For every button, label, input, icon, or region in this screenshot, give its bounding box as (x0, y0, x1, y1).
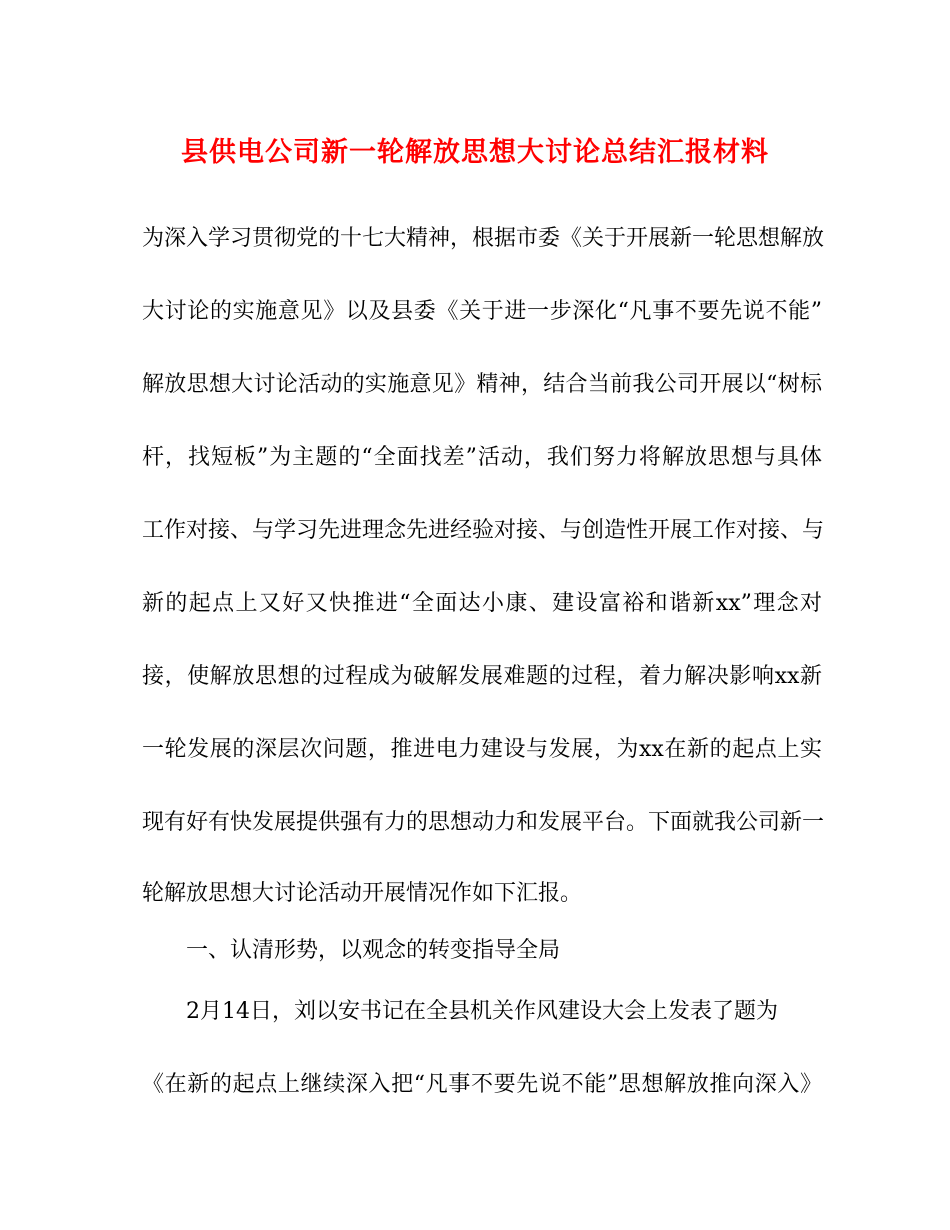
paragraph-line: 《在新的起点上继续深入把“凡事不要先说不能”思想解放推向深入》 (142, 1072, 822, 1097)
paragraph-line: 杆，找短板”为主题的“全面找差”活动，我们努力将解放思想与具体 (142, 445, 822, 470)
paragraph-line: 2月14日，刘以安书记在全县机关作风建设大会上发表了题为 (186, 999, 778, 1024)
paragraph-line: 大讨论的实施意见》以及县委《关于进一步深化“凡事不要先说不能” (142, 299, 822, 324)
document-title: 县供电公司新一轮解放思想大讨论总结汇报材料 (181, 137, 769, 168)
paragraph-line: 新的起点上又好又快推进“全面达小康、建设富裕和谐新xx”理念对 (142, 591, 822, 616)
paragraph-line: 轮解放思想大讨论活动开展情况作如下汇报。 (142, 881, 583, 906)
paragraph-line: 接，使解放思想的过程成为破解发展难题的过程，着力解决影响xx新 (142, 664, 822, 689)
paragraph-line: 现有好有快发展提供强有力的思想动力和发展平台。下面就我公司新一 (142, 810, 825, 835)
paragraph-line: 工作对接、与学习先进理念先进经验对接、与创造性开展工作对接、与 (142, 518, 825, 543)
paragraph-line: 一轮发展的深层次问题，推进电力建设与发展，为xx在新的起点上实 (142, 737, 822, 762)
paragraph-line: 解放思想大讨论活动的实施意见》精神，结合当前我公司开展以“树标 (142, 372, 822, 397)
paragraph-line: 为深入学习贯彻党的十七大精神，根据市委《关于开展新一轮思想解放 (142, 226, 825, 251)
section-heading: 一、认清形势，以观念的转变指导全局 (186, 938, 561, 963)
